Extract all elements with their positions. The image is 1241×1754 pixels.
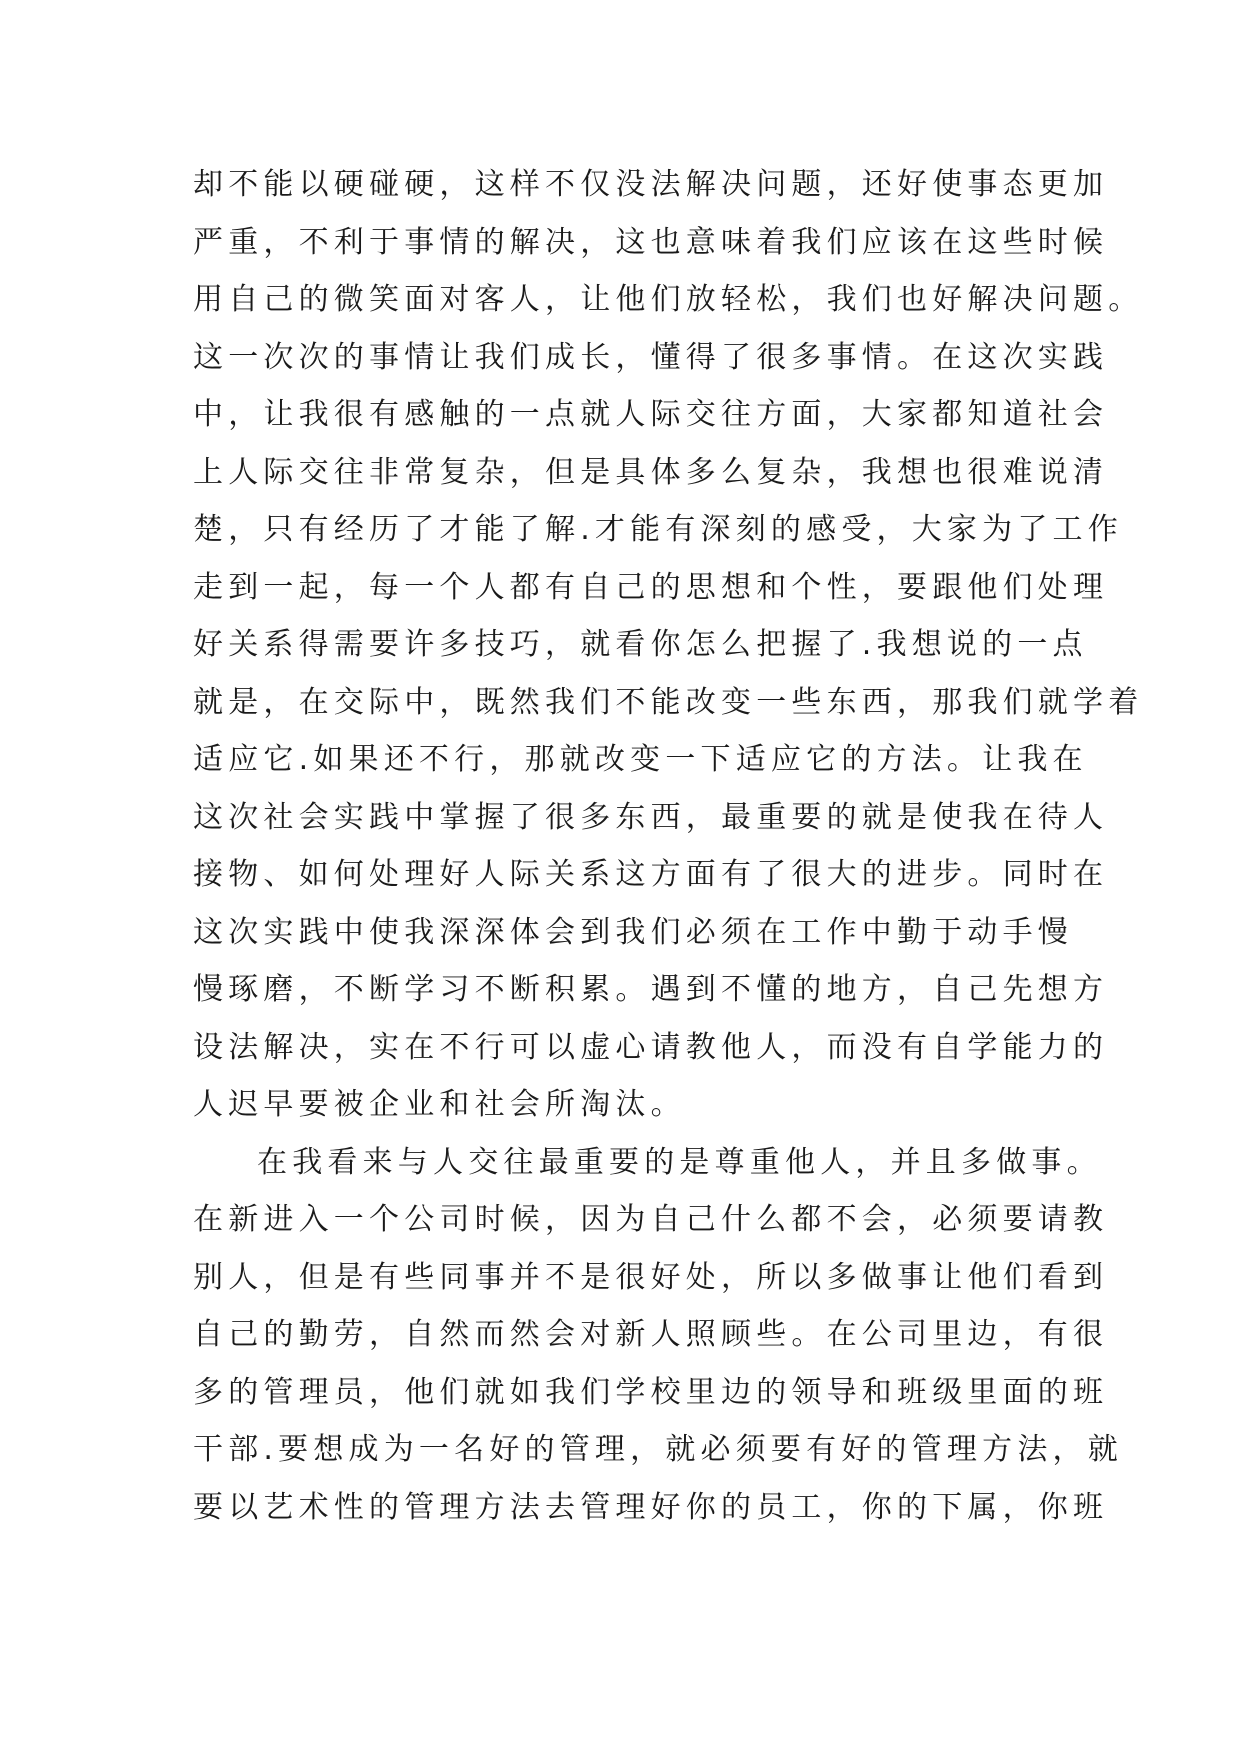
text-line: 这次社会实践中掌握了很多东西，最重要的就是使我在待人 <box>193 799 1109 835</box>
text-line: 慢琢磨，不断学习不断积累。遇到不懂的地方，自己先想方 <box>193 972 1109 1007</box>
text-line: 用自己的微笑面对客人，让他们放轻松，我们也好解决问题。 <box>193 282 1144 317</box>
text-line: 这一次次的事情让我们成长，懂得了很多事情。在这次实践 <box>193 339 1109 375</box>
text-line: 中，让我很有感触的一点就人际交往方面，大家都知道社会 <box>193 397 1109 432</box>
text-line: 在新进入一个公司时候，因为自己什么都不会，必须要请教 <box>193 1202 1109 1237</box>
text-line: 人迟早要被企业和社会所淘汰。 <box>193 1087 686 1122</box>
text-line: 干部.要想成为一名好的管理，就必须要有好的管理方法，就 <box>193 1432 1123 1467</box>
text-line: 接物、如何处理好人际关系这方面有了很大的进步。同时在 <box>193 857 1109 892</box>
text-line: 严重，不利于事情的解决，这也意味着我们应该在这些时候 <box>193 224 1109 260</box>
paragraph-2 <box>193 1134 1123 1537</box>
text-line: 适应它.如果还不行，那就改变一下适应它的方法。让我在 <box>193 742 1088 777</box>
text-line: 多的管理员，他们就如我们学校里边的领导和班级里面的班 <box>193 1374 1109 1410</box>
text-line: 上人际交往非常复杂，但是具体多么复杂，我想也很难说清 <box>193 454 1109 490</box>
text-line: 要以艺术性的管理方法去管理好你的员工，你的下属，你班 <box>193 1489 1109 1525</box>
text-line: 在我看来与人交往最重要的是尊重他人，并且多做事。 <box>257 1144 1102 1180</box>
paragraph-1 <box>193 156 1144 1134</box>
text-line: 走到一起，每一个人都有自己的思想和个性，要跟他们处理 <box>193 569 1109 605</box>
text-line: 设法解决，实在不行可以虚心请教他人，而没有自学能力的 <box>193 1029 1109 1065</box>
text-line: 楚，只有经历了才能了解.才能有深刻的感受，大家为了工作 <box>193 512 1123 547</box>
body-text <box>193 156 1144 1536</box>
text-line: 这次实践中使我深深体会到我们必须在工作中勤于动手慢 <box>193 914 1073 950</box>
text-line: 好关系得需要许多技巧，就看你怎么把握了.我想说的一点 <box>193 627 1088 662</box>
text-line: 别人，但是有些同事并不是很好处，所以多做事让他们看到 <box>193 1259 1109 1295</box>
text-line: 就是，在交际中，既然我们不能改变一些东西，那我们就学着 <box>193 684 1144 720</box>
text-line: 却不能以硬碰硬，这样不仅没法解决问题，还好使事态更加 <box>193 167 1109 202</box>
text-line: 自己的勤劳，自然而然会对新人照顾些。在公司里边，有很 <box>193 1317 1109 1352</box>
